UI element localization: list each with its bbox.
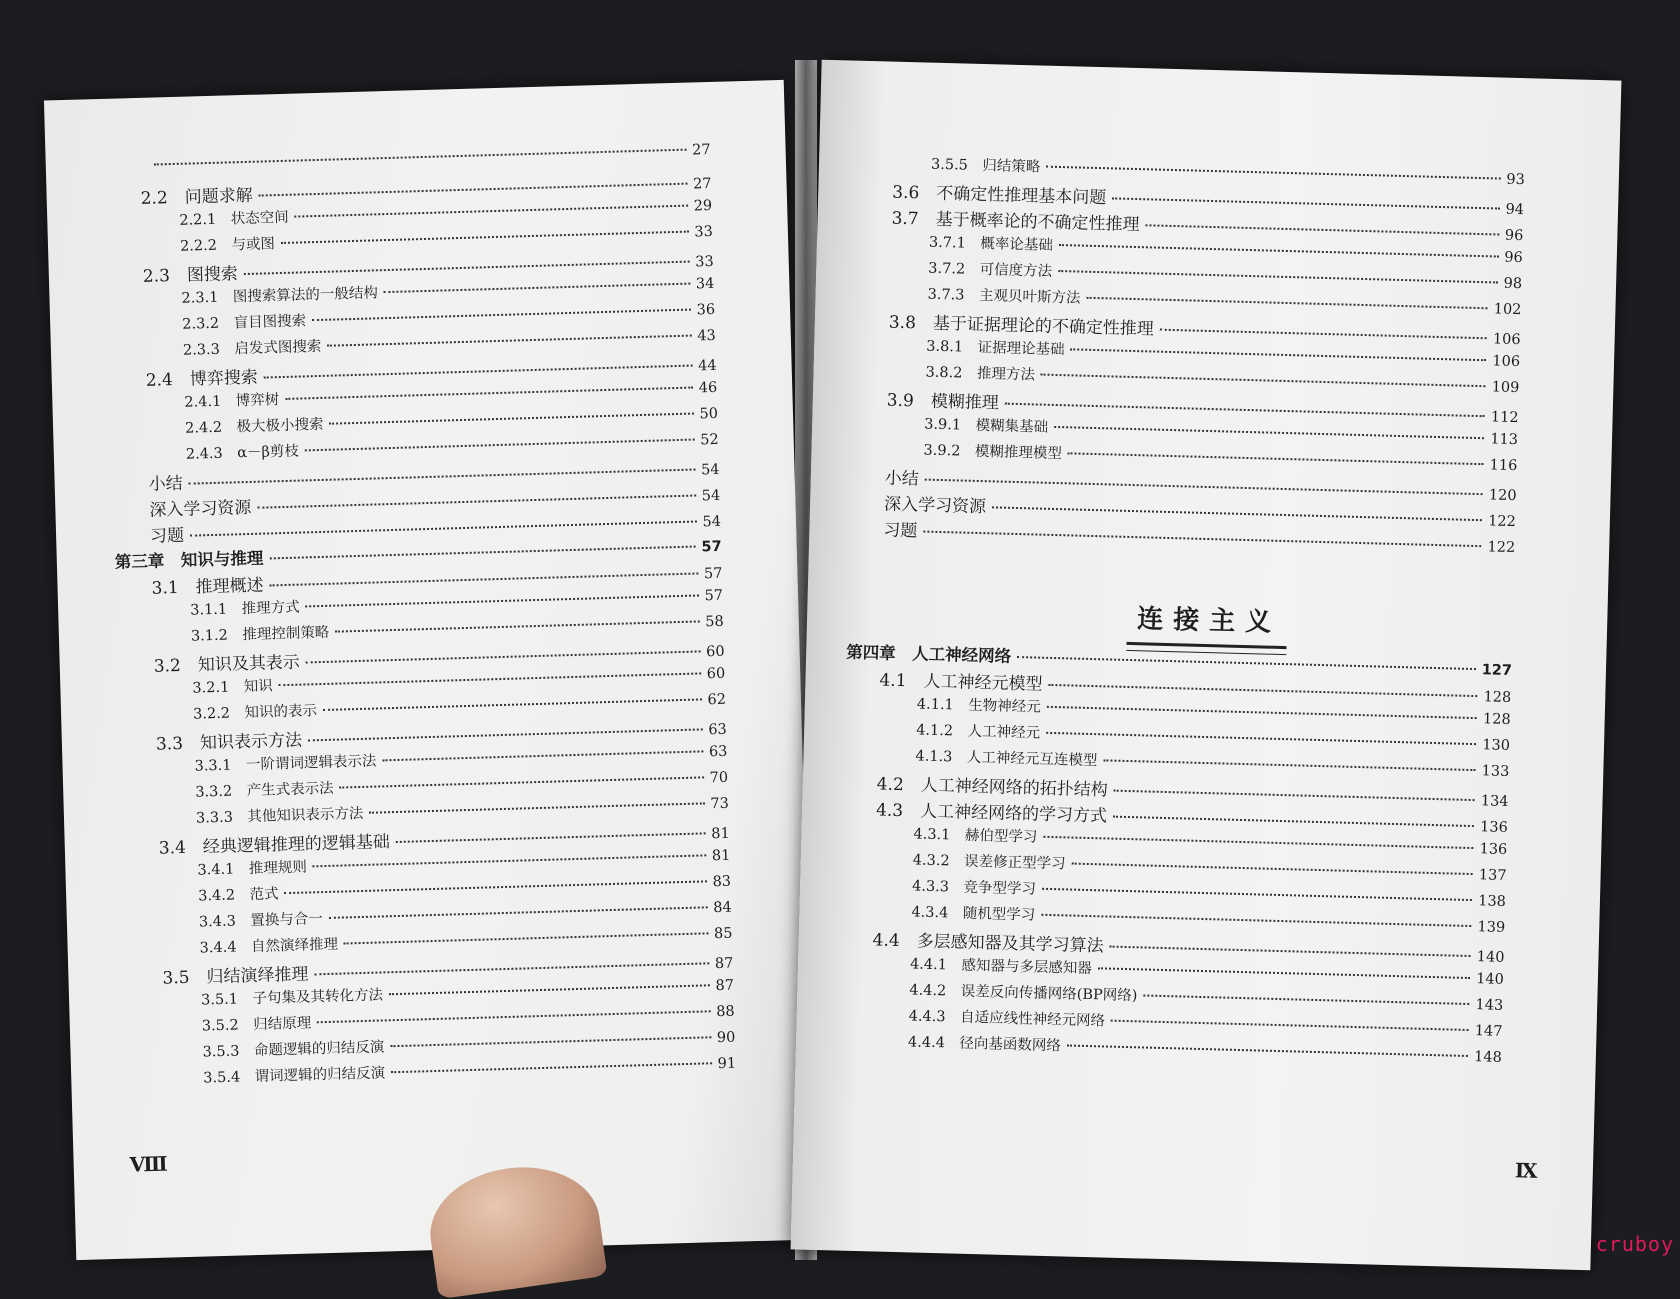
toc-leader-dots <box>259 182 687 197</box>
toc-entry-title: 3.1.1 推理方式 <box>190 599 300 619</box>
toc-leader-dots <box>281 230 689 244</box>
toc-entry-page: 137 <box>1478 867 1507 884</box>
toc-leader-dots <box>1071 347 1487 361</box>
toc-leader-dots <box>1110 945 1471 957</box>
toc-entry-page: 52 <box>700 431 719 449</box>
watermark: cruboy <box>1595 1232 1674 1256</box>
toc-leader-dots <box>1046 731 1476 745</box>
toc-entry-page: 70 <box>709 769 729 787</box>
toc-entry-page: 94 <box>1505 201 1525 219</box>
toc-entry-page: 44 <box>697 357 717 375</box>
toc-entry-page: 27 <box>691 141 711 159</box>
toc-leader-dots <box>269 545 695 560</box>
toc-leader-dots <box>305 438 694 452</box>
toc-entry-page: 84 <box>713 899 732 917</box>
toc-entry-title: 2.3 图搜索 <box>142 264 239 287</box>
toc-entry-page: 57 <box>701 538 722 556</box>
toc-leader-dots <box>327 334 691 347</box>
toc-entry-title: 习题 <box>883 520 918 542</box>
toc-leader-dots <box>279 671 701 686</box>
left-page <box>44 80 816 1260</box>
toc-entry-page: 128 <box>1482 711 1511 728</box>
toc-entry-page: 128 <box>1483 689 1512 706</box>
toc-entry-title: 3.5.4 谓词逻辑的归结反演 <box>203 1065 386 1087</box>
toc-leader-dots <box>285 386 693 400</box>
toc-entry-title: 3.4.1 推理规则 <box>197 859 308 879</box>
toc-entry-page: 87 <box>715 977 735 995</box>
toc-leader-dots <box>1067 1043 1468 1057</box>
toc-entry-title: 第三章 知识与推理 <box>114 548 264 572</box>
toc-entry-page: 139 <box>1477 919 1506 936</box>
toc-entry-title: 小结 <box>884 468 920 490</box>
toc-entry-page: 88 <box>715 1003 735 1021</box>
toc-entry-page: 81 <box>711 847 731 865</box>
toc-entry-title: 3.9.1 模糊集基础 <box>923 416 1049 436</box>
toc-leader-dots <box>992 505 1482 521</box>
toc-leader-dots <box>314 961 708 975</box>
toc-leader-dots <box>1114 789 1475 801</box>
toc-entry-title: 3.9.2 模糊推理模型 <box>923 442 1063 463</box>
toc-leader-dots <box>396 831 705 843</box>
toc-leader-dots <box>382 749 703 761</box>
toc-leader-dots <box>306 649 700 663</box>
toc-entry-page: 96 <box>1504 227 1524 245</box>
toc-leader-dots <box>285 879 707 894</box>
toc-leader-dots <box>1098 966 1470 979</box>
toc-entry-title: 4.1.2 人工神经元 <box>915 722 1041 742</box>
toc-leader-dots <box>1041 913 1471 927</box>
toc-entry-page: 29 <box>693 197 713 215</box>
toc-entry-title: 4.1.1 生物神经元 <box>916 696 1041 716</box>
toc-entry-title: 4.4.4 径向基函数网络 <box>907 1034 1062 1055</box>
toc-entry-title: 4.3 人工神经网络的学习方式 <box>875 800 1108 827</box>
toc-entry-page: 46 <box>698 379 718 397</box>
toc-entry-title: 2.4.3 α－β剪枝 <box>185 443 300 463</box>
toc-leader-dots <box>923 530 1481 548</box>
toc-entry-page: 136 <box>1479 841 1508 858</box>
toc-entry-page: 98 <box>1503 275 1523 293</box>
toc-entry-page: 138 <box>1478 893 1507 910</box>
toc-entry-page: 96 <box>1504 249 1523 267</box>
toc-entry-title: 3.1 推理概述 <box>151 575 264 599</box>
toc-entry-title: 3.4 经典逻辑推理的逻辑基础 <box>158 832 391 859</box>
toc-entry-title: 3.5.3 命题逻辑的归结反演 <box>202 1039 385 1061</box>
toc-entry-title: 3.3 知识表示方法 <box>155 730 303 755</box>
toc-entry-page: 54 <box>701 487 721 505</box>
part-title: 连接主义 <box>1136 604 1282 638</box>
toc-entry-page: 73 <box>710 795 730 813</box>
toc-entry-title: 4.1.3 人工神经元互连模型 <box>915 748 1098 770</box>
toc-entry-page: 57 <box>704 587 724 605</box>
toc-leader-dots <box>306 593 699 607</box>
toc-leader-dots <box>384 282 690 294</box>
toc-entry-page: 130 <box>1482 737 1511 754</box>
toc-leader-dots <box>1160 328 1487 340</box>
toc-leader-dots <box>295 204 688 218</box>
toc-entry-title: 习题 <box>149 525 185 547</box>
toc-leader-dots <box>1113 815 1474 827</box>
toc-leader-dots <box>340 775 704 788</box>
toc-leader-dots <box>335 619 699 632</box>
toc-leader-dots <box>323 697 702 711</box>
toc-entry-page: 112 <box>1490 409 1519 427</box>
toc-leader-dots <box>308 727 702 741</box>
toc-entry <box>148 142 711 174</box>
toc-entry-page: 81 <box>711 825 730 843</box>
toc-leader-dots <box>1072 862 1473 876</box>
toc-leader-dots <box>1112 196 1499 209</box>
toc-entry-page: 90 <box>716 1029 736 1047</box>
toc-leader-dots <box>1017 655 1476 670</box>
toc-entry-page: 34 <box>695 275 715 293</box>
toc-entry-title: 4.4.2 误差反向传播网络(BP网络) <box>909 982 1138 1005</box>
toc-entry-page: 36 <box>696 301 716 319</box>
toc-entry-title: 小结 <box>148 473 183 495</box>
toc-entry-page: 83 <box>712 873 732 891</box>
toc-entry-title: 深入学习资源 <box>149 497 252 521</box>
toc-leader-dots <box>389 983 710 995</box>
toc-leader-dots <box>312 308 691 322</box>
toc-leader-dots <box>1043 835 1473 849</box>
toc-entry-page: 102 <box>1493 301 1522 319</box>
toc-leader-dots <box>1058 269 1498 284</box>
toc-entry-title: 2.4.2 极大极小搜索 <box>184 416 324 437</box>
toc-entry-page: 140 <box>1475 971 1505 988</box>
toc-leader-dots <box>317 1009 710 1023</box>
toc-entry-title: 2.4 博弈搜索 <box>145 367 259 391</box>
toc-entry-page: 113 <box>1490 431 1519 449</box>
toc-entry-page: 33 <box>695 253 714 271</box>
toc-entry-page: 148 <box>1473 1049 1503 1066</box>
toc-leader-dots <box>1042 887 1472 901</box>
toc-entry-page: 33 <box>694 223 714 241</box>
toc-leader-dots <box>1005 402 1485 418</box>
toc-entry-page: 106 <box>1492 331 1521 349</box>
toc-leader-dots <box>1054 425 1484 439</box>
toc-entry-title: 3.7.1 概率论基础 <box>928 234 1054 254</box>
toc-entry-title: 3.2.1 知识 <box>192 678 274 697</box>
toc-leader-dots <box>1068 451 1484 465</box>
toc-entry-title: 3.5 归结演绎推理 <box>162 964 309 989</box>
toc-entry-page: 85 <box>713 925 733 943</box>
toc-leader-dots <box>1146 223 1499 235</box>
toc-entry-title: 3.4.4 自然演绎推理 <box>199 936 339 957</box>
toc-entry-page: 91 <box>717 1055 737 1073</box>
toc-entry-title: 4.4.1 感知器与多层感知器 <box>909 956 1093 978</box>
toc-entry-title: 2.3.2 盲目图搜索 <box>182 313 307 333</box>
toc-leader-dots <box>257 494 695 509</box>
right-page <box>791 60 1622 1271</box>
toc-leader-dots <box>1086 296 1487 310</box>
toc-entry-title: 4.4.3 自适应线性神经元网络 <box>908 1008 1106 1030</box>
toc-entry-title: 3.7.3 主观贝叶斯方法 <box>927 286 1081 307</box>
toc-entry-page: 106 <box>1492 353 1521 371</box>
toc-entry-page: 120 <box>1488 487 1517 505</box>
toc-leader-dots <box>1111 1019 1469 1031</box>
toc-entry-page: 58 <box>705 613 724 631</box>
page-folio-right: Ⅸ <box>1514 1158 1538 1183</box>
toc-entry-title: 3.2 知识及其表示 <box>153 652 301 677</box>
toc-entry-title: 4.4 多层感知器及其学习算法 <box>872 930 1104 957</box>
toc-leader-dots <box>1059 243 1499 258</box>
toc-entry-title: 4.2 人工神经网络的拓扑结构 <box>876 774 1108 801</box>
toc-entry-page: 133 <box>1481 763 1510 780</box>
toc-entry-page: 63 <box>708 721 728 739</box>
toc-entry-title: 4.3.2 误差修正型学习 <box>912 852 1066 873</box>
toc-entry-title: 4.3.1 赫伯型学习 <box>913 826 1038 846</box>
toc-entry-title: 4.3.3 竞争型学习 <box>911 878 1037 898</box>
toc-entry-title: 3.3.1 一阶谓词逻辑表示法 <box>194 753 377 775</box>
toc-entry-page: 60 <box>705 643 725 661</box>
page-folio-left: Ⅷ <box>129 1151 169 1177</box>
toc-entry-title: 3.4.3 置换与合一 <box>198 911 324 931</box>
toc-entry-title: 3.1.2 推理控制策略 <box>190 624 330 645</box>
toc-entry-title: 4.3.4 随机型学习 <box>911 904 1036 924</box>
toc-entry-page: 140 <box>1476 949 1505 966</box>
toc-entry-page: 147 <box>1474 1023 1503 1040</box>
toc-entry-title: 3.8.1 证据理论基础 <box>926 338 1065 359</box>
toc-entry-title: 3.2.2 知识的表示 <box>192 703 318 723</box>
toc-entry-page: 27 <box>692 175 712 193</box>
toc-leader-dots <box>1048 683 1477 697</box>
toc-entry-page: 87 <box>714 955 734 973</box>
toc-entry-page: 116 <box>1489 457 1518 475</box>
toc-entry-page: 134 <box>1480 793 1509 810</box>
toc-entry-page: 54 <box>700 461 720 479</box>
toc-entry-title: 3.5.2 归结原理 <box>201 1015 312 1035</box>
toc-list-left <box>44 80 784 1087</box>
toc-entry-page: 143 <box>1475 997 1504 1014</box>
toc-entry-title: 深入学习资源 <box>883 494 987 518</box>
toc-entry-title: 2.2.2 与或图 <box>179 236 276 255</box>
toc-leader-dots <box>1046 165 1500 180</box>
toc-entry-title: 3.8 基于证据理论的不确定性推理 <box>888 312 1155 340</box>
toc-entry-page: 50 <box>699 405 719 423</box>
toc-entry-page: 122 <box>1487 539 1516 557</box>
toc-leader-dots <box>154 148 686 166</box>
toc-leader-dots <box>329 412 693 425</box>
toc-leader-dots <box>270 571 698 586</box>
toc-entry-title: 2.2.1 状态空间 <box>179 209 289 229</box>
toc-entry-page: 127 <box>1481 662 1513 680</box>
toc-leader-dots <box>313 853 706 867</box>
toc-entry-title: 3.7 基于概率论的不确定性推理 <box>891 208 1140 236</box>
toc-entry-page: 63 <box>708 743 728 761</box>
toc-entry-page: 93 <box>1506 171 1526 189</box>
toc-leader-dots <box>1047 705 1477 719</box>
toc-entry-page: 60 <box>706 665 726 683</box>
toc-entry-title: 3.5.5 归结策略 <box>930 156 1041 176</box>
toc-entry-title: 4.1 人工神经元模型 <box>879 670 1043 695</box>
toc-entry-title: 2.3.1 图搜索算法的一般结构 <box>181 285 379 307</box>
toc-entry-title: 2.3.3 启发式图搜索 <box>182 338 322 359</box>
toc-entry-title: 3.5.1 子句集及其转化方法 <box>200 987 384 1009</box>
toc-entry-title: 3.4.2 范式 <box>198 886 279 905</box>
toc-leader-dots <box>264 364 692 379</box>
toc-entry-title: 3.7.2 可信度方法 <box>928 260 1053 280</box>
toc-leader-dots <box>391 1061 712 1073</box>
toc-entry-page: 43 <box>697 327 717 345</box>
toc-leader-dots <box>390 1035 711 1047</box>
toc-entry-title: 3.6 不确定性推理基本问题 <box>891 182 1107 209</box>
toc-entry-title: 3.8.2 推理方法 <box>925 364 1036 384</box>
toc-entry-page: 62 <box>707 691 727 709</box>
toc-leader-dots <box>1103 758 1475 771</box>
toc-entry-page: 57 <box>703 565 723 583</box>
toc-entry-title: 3.3.2 产生式表示法 <box>195 780 334 801</box>
toc-entry-page: 122 <box>1487 513 1517 531</box>
toc-entry-title: 2.4.1 博弈树 <box>184 392 280 411</box>
toc-entry-title: 3.9 模糊推理 <box>886 390 1000 414</box>
toc-entry-title: 2.2 问题求解 <box>140 185 254 209</box>
toc-leader-dots <box>1041 373 1486 388</box>
toc-leader-dots <box>329 905 708 919</box>
toc-entry-page: 136 <box>1479 819 1509 836</box>
toc-leader-dots <box>369 801 704 813</box>
toc-entry-page: 109 <box>1491 379 1520 397</box>
toc-leader-dots <box>344 931 708 944</box>
toc-leader-dots <box>1143 993 1469 1005</box>
toc-leader-dots <box>244 260 689 275</box>
toc-entry-page: 54 <box>702 513 722 531</box>
toc-entry-title: 3.3.3 其他知识表示方法 <box>195 805 364 827</box>
toc-entry-title: 第四章 人工神经网络 <box>845 642 1012 666</box>
